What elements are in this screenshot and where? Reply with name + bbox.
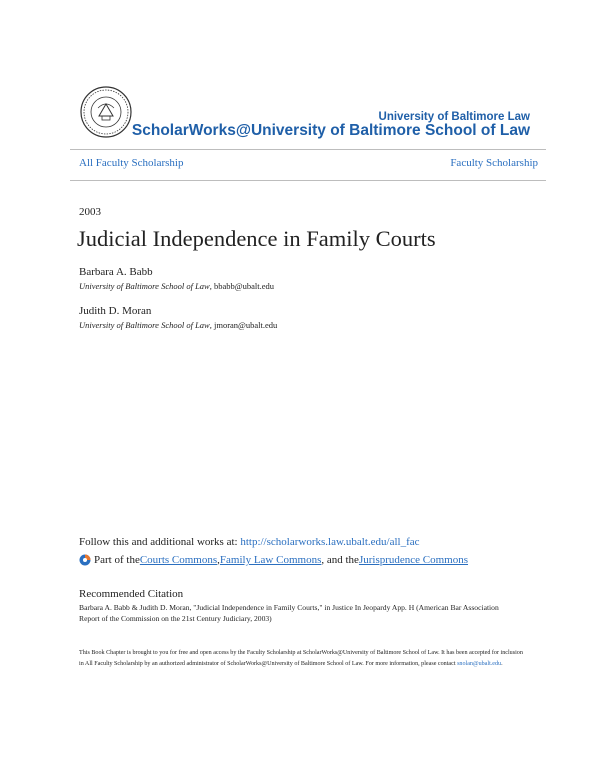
- contact-email-link[interactable]: snolan@ubalt.edu: [457, 661, 502, 667]
- notice-text: This Book Chapter is brought to you for free and open access by the Faculty Scholarship at ScholarWorks@University of Baltimore School of Law. It has been accepted for inclusion in All Faculty Scholarship by an authorized administrator of ScholarWorks@University of Baltimore School of Law. For more information, please contact: [79, 650, 523, 667]
- part-of-prefix: Part of the: [94, 554, 140, 566]
- collection-url-link[interactable]: http://scholarworks.law.ubalt.edu/all_fac: [240, 536, 420, 548]
- affiliation-separator: ,: [209, 320, 214, 330]
- follow-text: Follow this and additional works at:: [79, 536, 241, 548]
- author-name: Barbara A. Babb: [79, 266, 153, 278]
- bepress-commons-icon: [79, 554, 91, 566]
- author-affiliation: [79, 281, 274, 291]
- part-of-and: , and the: [321, 554, 359, 566]
- follow-line: [79, 536, 420, 548]
- part-of-line: [79, 554, 468, 566]
- repository-name: ScholarWorks@University of Baltimore School of Law: [131, 122, 530, 139]
- jurisprudence-commons-link[interactable]: Jurisprudence Commons: [358, 554, 469, 566]
- recommended-citation-heading: Recommended Citation: [79, 588, 184, 600]
- publication-year: 2003: [79, 206, 101, 218]
- family-law-commons-link[interactable]: Family Law Commons: [219, 554, 322, 566]
- author-email: bbabb@ubalt.edu: [213, 281, 274, 291]
- affiliation-text: University of Baltimore School of Law: [79, 281, 210, 291]
- part-of-separator: ,: [217, 554, 220, 566]
- divider: [70, 149, 546, 150]
- recommended-citation-text: Barbara A. Babb & Judith D. Moran, "Judicial Independence in Family Courts," in Justice In Jeopardy App. H (American Bar Association Report of the Commission on the 21st Century Judiciary, 2003): [79, 603, 499, 623]
- article-title: Judicial Independence in Family Courts: [77, 226, 436, 251]
- access-notice: [79, 648, 524, 670]
- author-affiliation: [79, 320, 277, 330]
- university-seal-icon: [80, 86, 132, 138]
- university-name: University of Baltimore Law: [378, 111, 530, 123]
- affiliation-text: University of Baltimore School of Law: [79, 320, 210, 330]
- affiliation-separator: ,: [209, 281, 214, 291]
- author-name: Judith D. Moran: [79, 305, 152, 317]
- author-email: jmoran@ubalt.edu: [213, 320, 278, 330]
- all-faculty-scholarship-link[interactable]: All Faculty Scholarship: [79, 157, 184, 169]
- faculty-scholarship-link[interactable]: Faculty Scholarship: [450, 157, 538, 169]
- notice-end: .: [501, 661, 503, 667]
- courts-commons-link[interactable]: Courts Commons: [139, 554, 218, 566]
- divider: [70, 180, 546, 181]
